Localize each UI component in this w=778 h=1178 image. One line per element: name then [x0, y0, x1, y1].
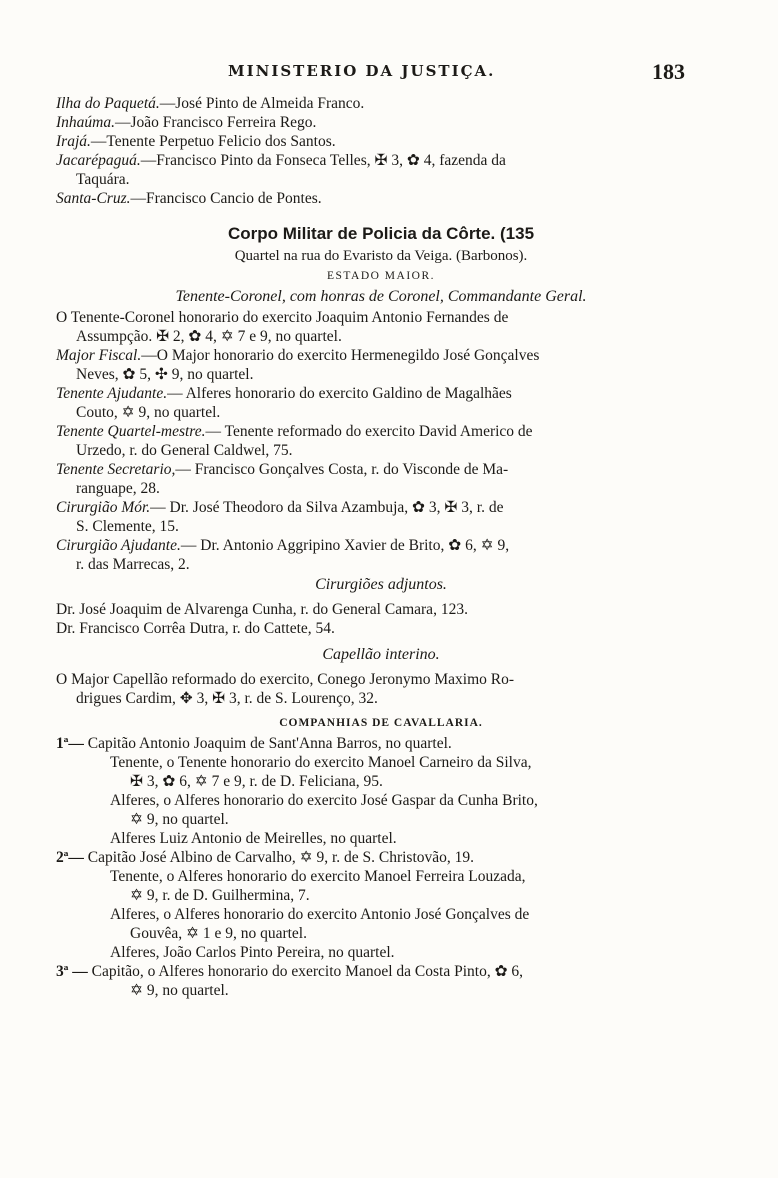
company-line — [56, 848, 706, 867]
district-place: Irajá. — [56, 133, 91, 150]
company-number: 3ª — — [56, 963, 92, 980]
district-entry-cont: Taquára. — [76, 171, 130, 188]
company-list — [56, 734, 706, 1000]
company-officer-cont: Gouvêa, ✡ 1 e 9, no quartel. — [130, 925, 307, 942]
district-place: Ilha do Paquetá. — [56, 95, 160, 112]
company-captain: Capitão José Albino de Carvalho, ✡ 9, r. de S. Christovão, 19. — [87, 849, 475, 866]
district-entry — [56, 94, 706, 113]
staff-role: Cirurgião Ajudante. — [56, 537, 181, 554]
staff-role: Tenente Ajudante. — [56, 385, 168, 402]
staff-role: Cirurgião Mór. — [56, 499, 151, 516]
staff-entry — [56, 536, 706, 555]
district-list — [56, 94, 706, 208]
staff-text: —O Major honorario do exercito Hermenegildo José Gonçalves — [141, 347, 540, 364]
staff-text: — Dr. José Theodoro da Silva Azambuja, ✿ 3, ✠ 3, r. de — [150, 499, 504, 516]
district-entry — [56, 189, 706, 208]
company-captain: Capitão, o Alferes honorario do exercito Manoel da Costa Pinto, ✿ 6, — [91, 963, 524, 980]
staff-entry-cont: Urzedo, r. do General Caldwel, 75. — [76, 442, 293, 459]
staff-entry-cont: ranguape, 28. — [76, 480, 160, 497]
district-official: —Tenente Perpetuo Felicio dos Santos. — [90, 133, 336, 150]
cavalry-heading: COMPANHIAS DE CAVALLARIA. — [279, 717, 483, 729]
staff-entry — [56, 346, 706, 365]
staff-entry — [56, 422, 706, 441]
staff-entry-cont: r. das Marrecas, 2. — [76, 556, 190, 573]
running-title: MINISTERIO DA JUSTIÇA. — [228, 62, 496, 80]
company-number: 1ª— — [56, 735, 88, 752]
page-content — [56, 94, 706, 1000]
district-entry — [56, 151, 706, 170]
surgeon-line: Dr. Francisco Corrêa Dutra, r. do Cattete, 54. — [56, 620, 335, 637]
surgeons-heading: Cirurgiões adjuntos. — [315, 576, 447, 593]
staff-entry-cont: Assumpção. ✠ 2, ✿ 4, ✡ 7 e 9, no quartel. — [76, 328, 342, 345]
staff-entry — [56, 498, 706, 517]
company-officer: Alferes Luiz Antonio de Meirelles, no quartel. — [110, 830, 397, 847]
district-entry — [56, 132, 706, 151]
company-officer: Alferes, o Alferes honorario do exercito José Gaspar da Cunha Brito, — [110, 792, 538, 809]
company-officer-cont: ✡ 9, no quartel. — [130, 811, 229, 828]
staff-text: — Alferes honorario do exercito Galdino de Magalhães — [167, 385, 512, 402]
company-officer-cont: ✠ 3, ✿ 6, ✡ 7 e 9, r. de D. Feliciana, 95. — [130, 773, 383, 790]
district-place: Jacarépaguá. — [56, 152, 141, 169]
chaplain-heading: Capellão interino. — [322, 646, 440, 663]
commander-heading: Tenente-Coronel, com honras de Coronel, Commandante Geral. — [175, 288, 587, 305]
company-officer-cont: ✡ 9, no quartel. — [130, 982, 229, 999]
district-official: —Francisco Pinto da Fonseca Telles, ✠ 3, ✿ 4, fazenda da — [140, 152, 506, 169]
staff-text: — Tenente reformado do exercito David Americo de — [205, 423, 533, 440]
page-number: 183 — [652, 59, 685, 84]
company-officer: Tenente, o Alferes honorario do exercito Manoel Ferreira Louzada, — [110, 868, 526, 885]
district-official: —João Francisco Ferreira Rego. — [114, 114, 317, 131]
staff-entry-cont: S. Clemente, 15. — [76, 518, 179, 535]
staff-list — [56, 308, 706, 574]
section-location: Quartel na rua do Evaristo da Veiga. (Barbonos). — [234, 248, 528, 264]
company-officer-cont: ✡ 9, r. de D. Guilhermina, 7. — [130, 887, 310, 904]
district-place: Inhaúma. — [56, 114, 115, 131]
surgeon-line: Dr. José Joaquim de Alvarenga Cunha, r. do General Camara, 123. — [56, 601, 468, 618]
staff-role: Tenente Quartel-mestre. — [56, 423, 206, 440]
page-header — [0, 59, 778, 90]
staff-heading: ESTADO MAIOR. — [326, 270, 436, 282]
staff-entry — [56, 384, 706, 403]
staff-text: — Dr. Antonio Aggripino Xavier de Brito, ✿ 6, ✡ 9, — [180, 537, 510, 554]
staff-entry-cont: Couto, ✡ 9, no quartel. — [76, 404, 221, 421]
staff-entry-cont: Neves, ✿ 5, ✣ 9, no quartel. — [76, 366, 254, 383]
staff-text: O Tenente-Coronel honorario do exercito Joaquim Antonio Fernandes de — [56, 309, 509, 326]
district-official: —Francisco Cancio de Pontes. — [130, 190, 322, 207]
company-number: 2ª— — [56, 849, 88, 866]
staff-role: Tenente Secretario, — [56, 461, 176, 478]
chaplain-line-cont: drigues Cardim, ✥ 3, ✠ 3, r. de S. Lourenço, 32. — [76, 690, 378, 707]
chaplain-line: O Major Capellão reformado do exercito, Conego Jeronymo Maximo Ro- — [56, 671, 514, 688]
company-captain: Capitão Antonio Joaquim de Sant'Anna Barros, no quartel. — [87, 735, 452, 752]
company-officer: Alferes, João Carlos Pinto Pereira, no quartel. — [110, 944, 395, 961]
company-line — [56, 734, 706, 753]
staff-text: — Francisco Gonçalves Costa, r. do Visconde de Ma- — [175, 461, 509, 478]
staff-entry — [56, 308, 706, 327]
company-officer: Alferes, o Alferes honorario do exercito Antonio José Gonçalves de — [110, 906, 530, 923]
company-line — [56, 962, 706, 981]
district-official: —José Pinto de Almeida Franco. — [159, 95, 365, 112]
company-officer: Tenente, o Tenente honorario do exercito Manoel Carneiro da Silva, — [110, 754, 532, 771]
district-entry — [56, 113, 706, 132]
staff-entry — [56, 460, 706, 479]
section-title: Corpo Militar de Policia da Côrte. (135 — [227, 224, 535, 243]
district-place: Santa-Cruz. — [56, 190, 131, 207]
staff-role: Major Fiscal. — [56, 347, 142, 364]
